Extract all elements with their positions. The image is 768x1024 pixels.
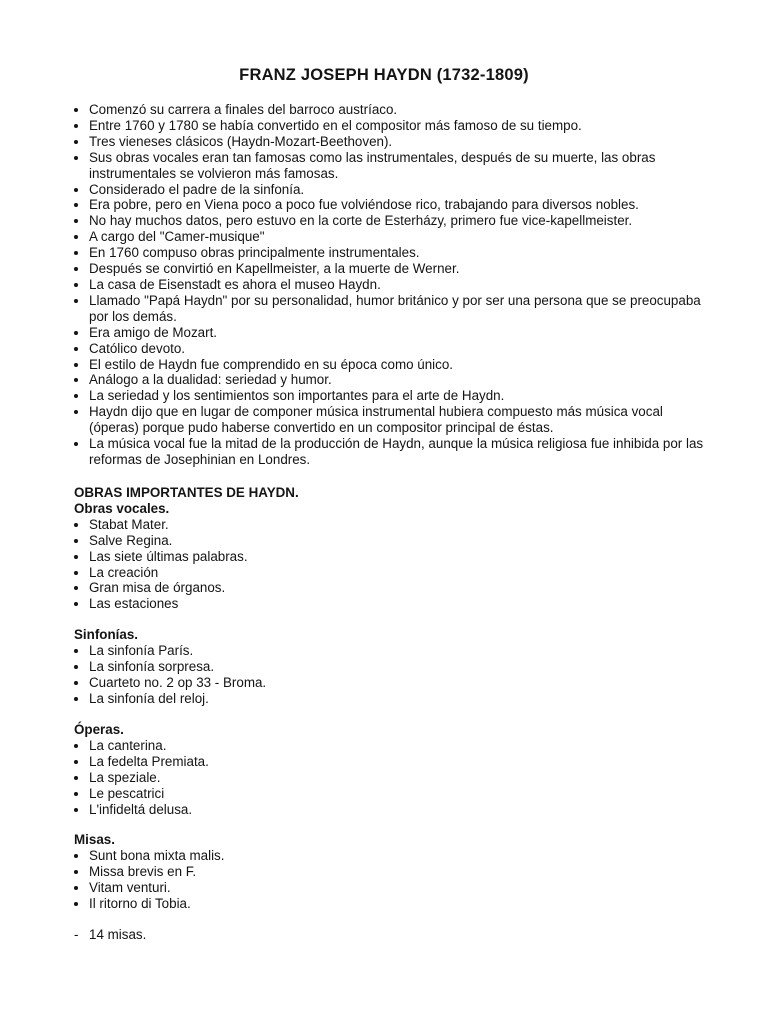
list-item: Gran misa de órganos. <box>74 580 714 596</box>
operas-list <box>74 738 714 818</box>
list-item: Haydn dijo que en lugar de componer música instrumental hubiera compuesto más música vocal (óperas) porque pudo haberse convertido en un compositor principal de éstas. <box>74 404 714 436</box>
list-item: La canterina. <box>74 738 714 754</box>
operas-section <box>74 722 714 817</box>
list-item: Después se convirtió en Kapellmeister, a la muerte de Werner. <box>74 261 714 277</box>
list-item: La sinfonía París. <box>74 643 714 659</box>
list-item: Il ritorno di Tobia. <box>74 896 714 912</box>
list-item: Comenzó su carrera a finales del barroco austríaco. <box>74 102 714 118</box>
dash-marker: - <box>74 927 79 942</box>
vocal-works-heading: Obras vocales. <box>74 500 170 516</box>
list-item: La fedelta Premiata. <box>74 754 714 770</box>
list-item: La casa de Eisenstadt es ahora el museo Haydn. <box>74 277 714 293</box>
list-item: Entre 1760 y 1780 se había convertido en el compositor más famoso de su tiempo. <box>74 118 714 134</box>
list-item: Era pobre, pero en Viena poco a poco fue volviéndose rico, trabajando para diversos nobles. <box>74 197 714 213</box>
list-item: Tres vieneses clásicos (Haydn-Mozart-Beethoven). <box>74 134 714 150</box>
list-item: A cargo del "Camer-musique" <box>74 229 714 245</box>
list-item: La sinfonía sorpresa. <box>74 659 714 675</box>
biography-list <box>74 102 714 468</box>
list-item: La seriedad y los sentimientos son importantes para el arte de Haydn. <box>74 388 714 404</box>
list-item: Vitam venturi. <box>74 880 714 896</box>
list-item: Era amigo de Mozart. <box>74 325 714 341</box>
works-heading: OBRAS IMPORTANTES DE HAYDN. <box>74 485 299 500</box>
list-item: L'infideltá delusa. <box>74 802 714 818</box>
list-item: Sus obras vocales eran tan famosas como las instrumentales, después de su muerte, las obras instrumentales se volvieron más famosas. <box>74 150 714 182</box>
extra-masses-text: 14 misas. <box>89 927 147 942</box>
masses-heading: Misas. <box>74 832 115 847</box>
vocal-works-section <box>74 485 714 612</box>
list-item: Sunt bona mixta malis. <box>74 848 714 864</box>
list-item: En 1760 compuso obras principalmente instrumentales. <box>74 245 714 261</box>
list-item: La música vocal fue la mitad de la producción de Haydn, aunque la música religiosa fue inhibida por las reformas de Josephinian en Londres. <box>74 436 714 468</box>
list-item: Salve Regina. <box>74 533 714 549</box>
vocal-works-list <box>74 517 714 612</box>
list-item: Considerado el padre de la sinfonía. <box>74 182 714 198</box>
list-item: Llamado "Papá Haydn" por su personalidad, humor británico y por ser una persona que se preocupaba por los demás. <box>74 293 714 325</box>
list-item: La speziale. <box>74 770 714 786</box>
list-item: La creación <box>74 565 714 581</box>
masses-section <box>74 832 714 912</box>
list-item: Stabat Mater. <box>74 517 714 533</box>
list-item: Missa brevis en F. <box>74 864 714 880</box>
masses-list <box>74 848 714 912</box>
list-item: No hay muchos datos, pero estuvo en la corte de Esterházy, primero fue vice-kapellmeister. <box>74 213 714 229</box>
list-item: Cuarteto no. 2 op 33 - Broma. <box>74 675 714 691</box>
symphonies-heading: Sinfonías. <box>74 627 138 642</box>
list-item: Católico devoto. <box>74 341 714 357</box>
list-item: El estilo de Haydn fue comprendido en su época como único. <box>74 357 714 373</box>
symphonies-list <box>74 643 714 707</box>
list-item: Las estaciones <box>74 596 714 612</box>
list-item: Le pescatrici <box>74 786 714 802</box>
list-item: La sinfonía del reloj. <box>74 691 714 707</box>
extra-masses-line <box>74 927 146 943</box>
symphonies-section <box>74 627 714 707</box>
operas-heading: Óperas. <box>74 722 124 737</box>
list-item: Análogo a la dualidad: seriedad y humor. <box>74 372 714 388</box>
list-item: Las siete últimas palabras. <box>74 549 714 565</box>
page-title: FRANZ JOSEPH HAYDN (1732-1809) <box>239 66 529 84</box>
